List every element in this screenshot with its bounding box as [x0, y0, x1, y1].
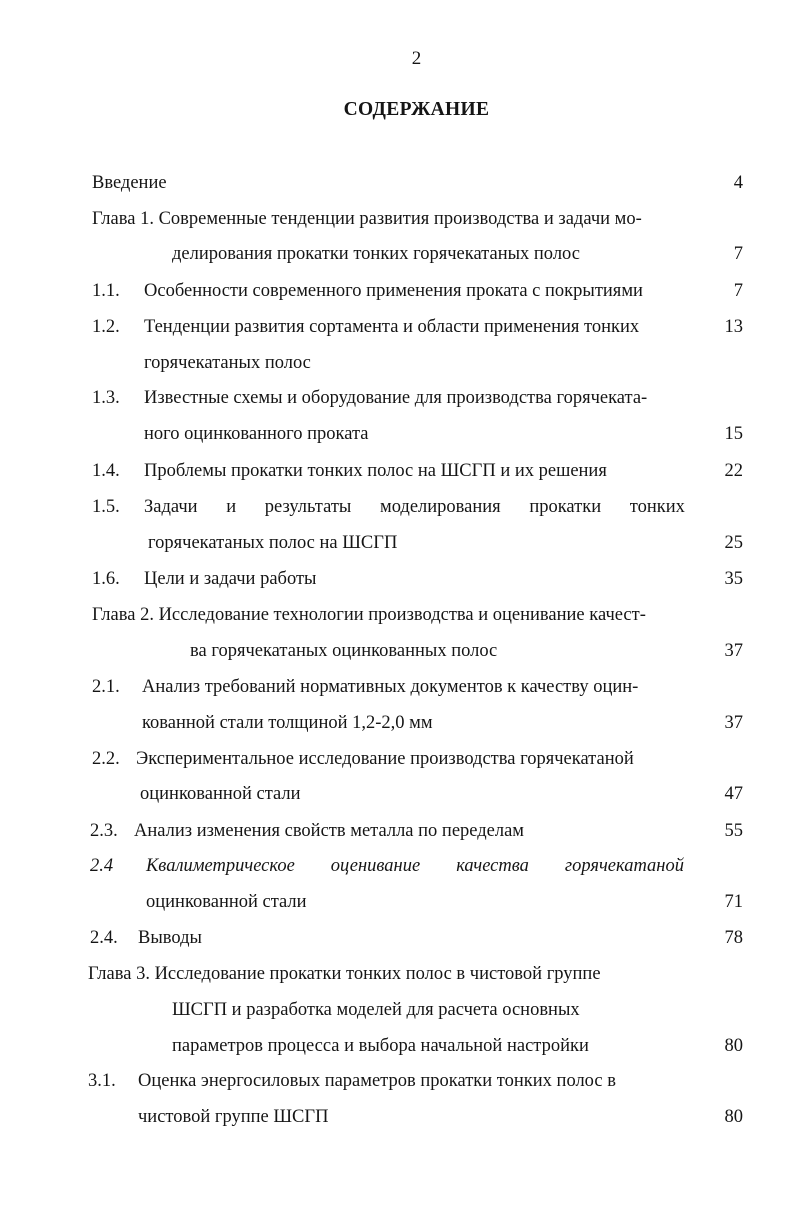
toc-entry-text: ного оцинкованного проката	[144, 424, 369, 444]
toc-entry-text: Анализ изменения свойств металла по переделам	[134, 821, 525, 841]
toc-word: качества	[456, 856, 529, 876]
page-title: СОДЕРЖАНИЕ	[343, 99, 490, 120]
toc-page-number: 7	[733, 281, 743, 301]
toc-word: тонких	[629, 497, 685, 517]
toc-entry-number: 2.2.	[92, 749, 120, 769]
toc-entry-number: 1.5.	[92, 497, 120, 517]
toc-entry-text: Известные схемы и оборудование для производства горячеката-	[144, 388, 648, 408]
toc-page-number: 7	[733, 244, 743, 264]
toc-entry-text: Глава 2. Исследование технологии производства и оценивание качест-	[92, 605, 646, 625]
toc-word: моделирования	[379, 497, 501, 517]
toc-word: и	[226, 497, 237, 517]
toc-page-number: 71	[724, 892, 743, 912]
toc-entry-text: Тенденции развития сортамента и области применения тонких	[144, 317, 640, 337]
page-number: 2	[411, 48, 422, 69]
toc-entry-number: 2.1.	[92, 677, 120, 697]
toc-page-number: 15	[724, 424, 743, 444]
toc-entry-text: Глава 1. Современные тенденции развития производства и задачи мо-	[92, 209, 642, 229]
toc-entry-text: Выводы	[138, 928, 202, 948]
toc-entry-number: 2.4	[90, 856, 114, 876]
toc-entry-text: кованной стали толщиной 1,2-2,0 мм	[142, 713, 433, 733]
toc-entry-text: делирования прокатки тонких горячекатаных полос	[172, 244, 580, 264]
toc-entry-justified-line	[146, 855, 684, 877]
toc-entry-number: 1.1.	[92, 281, 120, 301]
toc-entry-text: горячекатаных полос на ШСГП	[148, 533, 398, 553]
toc-entry-justified-line	[144, 496, 685, 518]
toc-entry-text: Оценка энергосиловых параметров прокатки тонких полос в	[138, 1071, 616, 1091]
toc-word: оценивание	[330, 856, 421, 876]
toc-page-number: 35	[724, 569, 743, 589]
toc-word: Задачи	[144, 497, 198, 517]
toc-page-number: 25	[724, 533, 743, 553]
toc-entry-number: 1.3.	[92, 388, 120, 408]
toc-page-number: 78	[724, 928, 743, 948]
toc-page-number: 37	[724, 713, 743, 733]
toc-entry-text: Цели и задачи работы	[144, 569, 317, 589]
toc-word: прокатки	[529, 497, 602, 517]
toc-word: горячекатаной	[564, 856, 684, 876]
toc-page-number: 37	[724, 641, 743, 661]
toc-entry-text: ШСГП и разработка моделей для расчета основных	[172, 1000, 580, 1020]
toc-entry-number: 3.1.	[88, 1071, 116, 1091]
toc-entry-number: 2.4.	[90, 928, 118, 948]
toc-entry-text: Глава 3. Исследование прокатки тонких полос в чистовой группе	[88, 964, 601, 984]
toc-entry-text: горячекатаных полос	[144, 353, 311, 373]
toc-entry-text: оцинкованной стали	[140, 784, 301, 804]
toc-page-number: 47	[724, 784, 743, 804]
toc-entry-text: чистовой группе ШСГП	[138, 1107, 329, 1127]
toc-entry-text: параметров процесса и выбора начальной настройки	[172, 1036, 589, 1056]
toc-entry-number: 1.2.	[92, 317, 120, 337]
toc-page-number: 4	[733, 173, 743, 193]
toc-page-number: 13	[724, 317, 743, 337]
toc-entry-number: 1.6.	[92, 569, 120, 589]
toc-word: Квалиметрическое	[146, 856, 295, 876]
toc-entry-text: Анализ требований нормативных документов к качеству оцин-	[142, 677, 639, 697]
toc-page-number: 55	[724, 821, 743, 841]
toc-entry-text: Особенности современного применения проката с покрытиями	[144, 281, 643, 301]
toc-entry-text: Проблемы прокатки тонких полос на ШСГП и их решения	[144, 461, 607, 481]
toc-word: результаты	[264, 497, 352, 517]
toc-entry-number: 2.3.	[90, 821, 118, 841]
toc-entry-text: ва горячекатаных оцинкованных полос	[190, 641, 498, 661]
toc-entry-text: Введение	[92, 173, 167, 193]
toc-entry-text: оцинкованной стали	[146, 892, 307, 912]
toc-entry-text: Экспериментальное исследование производства горячекатаной	[136, 749, 634, 769]
toc-page-number: 22	[724, 461, 743, 481]
toc-entry-number: 1.4.	[92, 461, 120, 481]
toc-page-number: 80	[724, 1107, 743, 1127]
toc-page-number: 80	[724, 1036, 743, 1056]
